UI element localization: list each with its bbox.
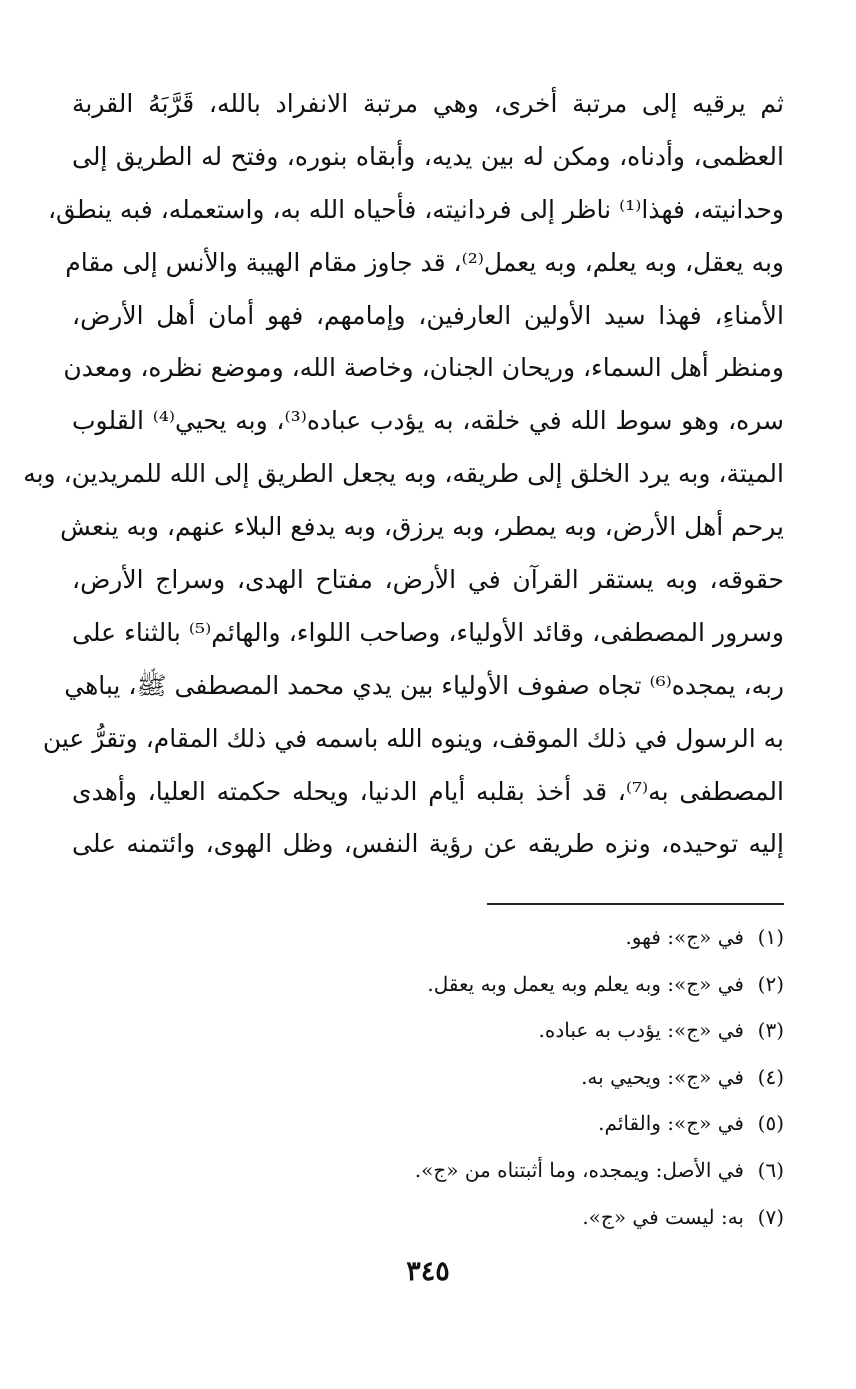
body-line: وبه يعقل، وبه يعلم، وبه يعمل⁽²⁾، قد جاوز مقام الهيبة والأنس إلى مقام [65,247,784,277]
body-line: المصطفى به⁽⁷⁾، قد أخذ بقلبه أيام الدنيا، ويحله حكمته العليا، وأهدى [72,776,784,806]
footnote-text: في «ج»: فهو. [625,925,744,949]
body-line: إليه توحيده، ونزه طريقه عن رؤية النفس، وظل الهوى، وائتمنه على [72,829,784,859]
body-line: يرحم أهل الأرض، وبه يمطر، وبه يرزق، وبه يدفع البلاء عنهم، وبه ينعش [60,512,784,542]
footnote-text: في «ج»: وبه يعلم وبه يعمل وبه يعقل. [427,971,744,996]
footnote-item [284,1007,784,1054]
footnote-separator [487,903,784,905]
page-number: ٣٤٥ [406,1256,450,1287]
footnote-text: في «ج»: ويحيي به. [581,1064,744,1089]
footnote-item [284,1147,784,1194]
body-line: ثم يرقيه إلى مرتبة أخرى، وهي مرتبة الانفراد بالله، قَرَّبَهُ القربة [72,89,784,118]
footnote-marker: (٣) [757,1018,784,1043]
body-line: سره، وهو سوط الله في خلقه، به يؤدب عباده⁽³⁾، وبه يحيي⁽⁴⁾ القلوب [72,406,785,436]
footnote-marker: (٦) [757,1157,784,1182]
footnote-marker: (٥) [757,1111,784,1136]
body-line: به الرسول في ذلك الموقف، وينوه الله باسمه في ذلك المقام، وتقرُّ عين [42,723,784,753]
footnote-item [284,914,784,961]
footnote-item [284,961,784,1008]
footnote-marker: (٢) [757,971,784,996]
footnote-marker: (٤) [757,1064,784,1089]
footnote-text: في «ج»: يؤدب به عباده. [538,1018,744,1043]
footnote-text: به: ليست في «ج». [582,1204,744,1229]
body-line: العظمى، وأدناه، ومكن له بين يديه، وأبقاه بنوره، وفتح له الطريق إلى [72,141,784,171]
footnote-item [284,1194,784,1241]
main-text-block [23,78,785,871]
footnotes-list [284,914,784,1240]
body-line: ربه، يمجده⁽⁶⁾ تجاه صفوف الأولياء بين يدي محمد المصطفى ﷺ، يباهي [64,670,784,700]
footnote-item [284,1054,784,1101]
body-line: وحدانيته، فهذا⁽¹⁾ ناظر إلى فردانيته، فأحياه الله به، واستعمله، فبه ينطق، [47,194,784,224]
body-line: الأمناءِ، فهذا سيد الأولين العارفين، وإمامهم، فهو أمان أهل الأرض، [72,300,784,330]
footnote-marker: (٧) [757,1204,784,1229]
body-line: حقوقه، وبه يستقر القرآن في الأرض، مفتاح الهدى، وسراج الأرض، [72,565,784,595]
body-line: الميتة، وبه يرد الخلق إلى طريقه، وبه يجعل الطريق إلى الله للمريدين، وبه [23,459,784,489]
body-line: وسرور المصطفى، وقائد الأولياء، وصاحب اللواء، والهائم⁽⁵⁾ بالثناء على [72,617,784,647]
footnote-text: في «ج»: والقائم. [598,1111,744,1136]
body-line: ومنظر أهل السماء، وريحان الجنان، وخاصة الله، وموضع نظره، ومعدن [63,353,784,383]
footnote-marker: (١) [757,925,784,949]
footnote-text: في الأصل: ويمجده، وما أثبتناه من «ج». [414,1157,744,1182]
footnote-item [284,1100,784,1147]
